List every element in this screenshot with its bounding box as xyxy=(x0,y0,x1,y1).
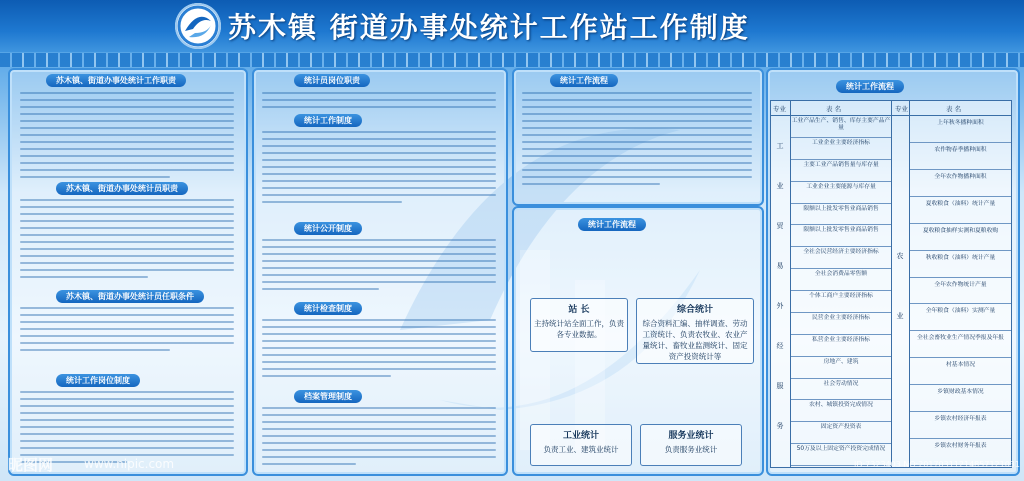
table-cell: 全年农作物播种面积 xyxy=(934,173,987,180)
section-title: 统计工作岗位制度 xyxy=(56,374,140,387)
watermark-id: ID:7323403 NO:20170311214857121031 xyxy=(853,460,1020,469)
section-title: 统计工作流程 xyxy=(836,80,904,93)
table-row xyxy=(910,358,1011,385)
table-row xyxy=(791,225,891,247)
decorative-border xyxy=(0,53,1024,67)
table-row xyxy=(910,224,1011,251)
table-row xyxy=(791,379,891,401)
watermark-site: 昵图网 xyxy=(8,456,54,474)
org-box-industry xyxy=(530,424,632,466)
table-row xyxy=(791,116,891,138)
table-row xyxy=(791,204,891,226)
text-block xyxy=(262,239,496,295)
table-cell: 工业企业主要经济指标 xyxy=(812,139,870,146)
table-cell: 50万及以上固定资产投资完成情况 xyxy=(796,446,886,453)
table-row xyxy=(791,138,891,160)
table-cell: 限额以上批发零售业商品销售 xyxy=(803,205,879,212)
table-row xyxy=(791,422,891,444)
section-title: 统计工作流程 xyxy=(578,218,646,231)
org-box-head xyxy=(530,298,628,352)
table-row xyxy=(791,335,891,357)
category-label: 业 xyxy=(896,312,904,320)
category-label: 经 xyxy=(776,342,784,350)
category-label: 服 xyxy=(776,382,784,390)
table-cell: 夏收粮食抽样实测和夏粮收购 xyxy=(922,227,999,234)
table-row xyxy=(910,412,1011,439)
header-name-2: 表 名 xyxy=(946,105,962,113)
table-cell: 工业产品生产、销售、库存主要产品产量 xyxy=(791,118,891,131)
table-row xyxy=(910,385,1011,412)
table-row xyxy=(791,291,891,313)
category-label: 工 xyxy=(776,142,784,150)
watermark-url: www.nipic.com xyxy=(84,457,175,471)
table-row xyxy=(791,247,891,269)
header-name: 表 名 xyxy=(826,105,842,113)
table-cell: 限额以上批发零售业商品销售 xyxy=(803,227,879,234)
table-row xyxy=(910,278,1011,305)
category-label: 业 xyxy=(776,182,784,190)
org-industry-title: 工业统计 xyxy=(562,431,599,441)
category-label: 贸 xyxy=(776,222,784,230)
header-bar xyxy=(0,0,1024,52)
table-cell: 主要工业产品销售量与库存量 xyxy=(803,161,879,168)
section-title: 统计员岗位职责 xyxy=(294,74,370,87)
header-major: 专业 xyxy=(773,105,786,113)
table-row xyxy=(910,197,1011,224)
table-row xyxy=(910,170,1011,197)
table-cell: 全社会消费品零售额 xyxy=(814,271,868,278)
section-title: 苏木镇、街道办事处统计工作职责 xyxy=(46,74,186,87)
org-box-service xyxy=(640,424,742,466)
table-cell: 乡镇农村财务年报表 xyxy=(934,443,987,450)
section-title: 统计检查制度 xyxy=(294,302,362,315)
table-cell: 工业企业主要能源与库存量 xyxy=(806,183,876,190)
section-title: 统计工作流程 xyxy=(550,74,618,87)
section-title: 统计公开制度 xyxy=(294,222,362,235)
org-head-desc: 主持统计站全面工作，负责各专业数据。 xyxy=(534,319,624,339)
org-service-desc: 负责服务业统计 xyxy=(664,445,718,454)
org-general-desc: 综合资料汇编、抽样调查、劳动工资统计、负责农牧业、农业产量统计、畜牧业监测统计、固定资产投资统计等 xyxy=(642,319,748,361)
category-label: 外 xyxy=(776,302,784,310)
text-block xyxy=(20,307,234,356)
text-block xyxy=(262,407,496,470)
table-cell: 个体工商户主要经济指标 xyxy=(809,293,873,299)
table-row xyxy=(791,357,891,379)
text-block xyxy=(522,92,752,190)
header-major-2: 专业 xyxy=(895,105,908,113)
table-cell: 乡镇农村经济年报表 xyxy=(934,416,987,423)
table-cell: 农作物春季播种面积 xyxy=(934,146,987,153)
category-label: 易 xyxy=(776,262,784,270)
table-row xyxy=(791,182,891,204)
table-cell: 村基本情况 xyxy=(946,362,975,369)
section-title: 统计工作制度 xyxy=(294,114,362,127)
section-title: 档案管理制度 xyxy=(294,390,362,403)
table-cell: 房地产、建筑 xyxy=(823,358,859,365)
table-cell: 全年农作物统计产量 xyxy=(934,281,987,288)
section-title: 苏木镇、街道办事处统计员任职条件 xyxy=(56,290,204,303)
text-block xyxy=(262,319,496,382)
table-cell: 秋收粮食（油料）统计产量 xyxy=(925,254,996,261)
table-cell: 乡镇财政基本情况 xyxy=(937,389,984,396)
report-table xyxy=(770,100,1012,468)
table-row xyxy=(910,304,1011,331)
text-block xyxy=(20,92,234,183)
table-row xyxy=(910,331,1011,358)
text-block xyxy=(20,199,234,283)
logo-icon xyxy=(175,3,221,49)
org-general-title: 综合统计 xyxy=(676,305,713,315)
category-label: 农 xyxy=(896,252,904,260)
table-cell: 全社会民营经济主要经济指标 xyxy=(803,249,879,256)
org-head-title: 站 长 xyxy=(568,305,590,315)
table-row xyxy=(791,269,891,291)
table-cell: 社会劳动情况 xyxy=(823,380,859,387)
table-cell: 农村、城镇投资完成情况 xyxy=(809,402,873,409)
table-cell: 全社会畜牧业生产情况季报及年报 xyxy=(917,335,1004,342)
table-cell: 私营企业主要经济指标 xyxy=(812,336,870,343)
table-cell: 民营企业主要经济指标 xyxy=(812,314,870,321)
table-row xyxy=(910,143,1011,170)
org-service-title: 服务业统计 xyxy=(668,431,714,441)
org-industry-desc: 负责工业、建筑业统计 xyxy=(543,445,619,454)
table-row xyxy=(910,251,1011,278)
org-box-general xyxy=(636,298,754,364)
text-block xyxy=(262,92,496,113)
section-title: 苏木镇、街道办事处统计员职责 xyxy=(56,182,188,195)
table-cell: 固定资产投资表 xyxy=(820,424,862,431)
table-cell: 夏收粮食（油料）统计产量 xyxy=(925,200,996,207)
table-cell: 上年秋冬播种面积 xyxy=(937,120,984,126)
table-row xyxy=(791,313,891,335)
page-title: 苏木镇 街道办事处统计工作站工作制度 xyxy=(228,11,750,44)
table-cell: 全年粮食（油料）实测产量 xyxy=(925,308,996,315)
table-row xyxy=(791,160,891,182)
text-block xyxy=(262,131,496,208)
category-label: 务 xyxy=(776,422,784,430)
table-row xyxy=(910,116,1011,143)
table-row xyxy=(791,400,891,422)
